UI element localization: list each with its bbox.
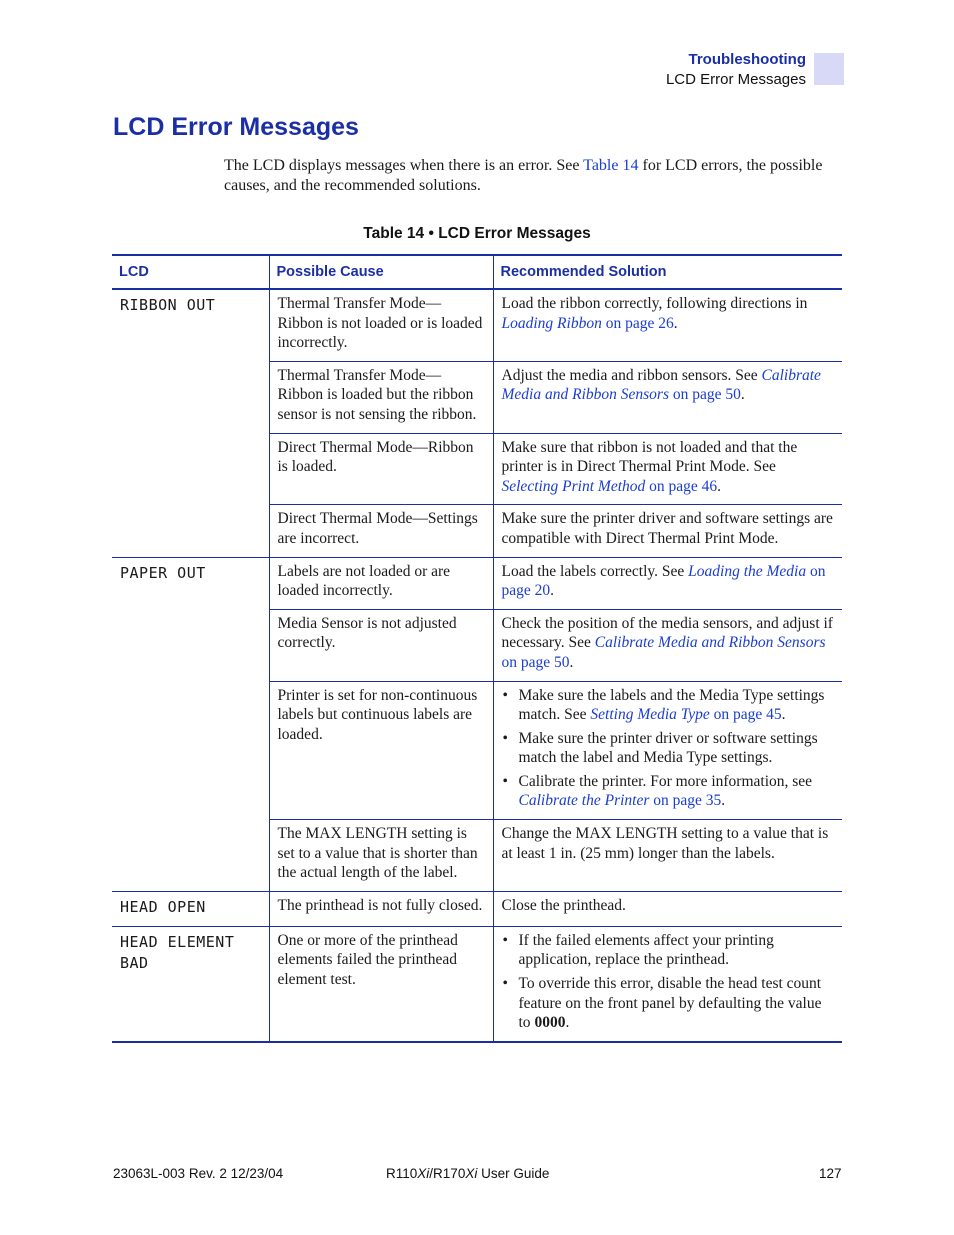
solution-link-title[interactable]: Loading the Media xyxy=(688,562,807,580)
recommended-solution xyxy=(493,820,842,892)
table-row xyxy=(112,557,842,609)
recommended-solution xyxy=(493,361,842,433)
solution-list-item xyxy=(502,686,835,725)
solution-link-title[interactable]: Loading Ribbon xyxy=(501,314,602,332)
column-header-cause: Possible Cause xyxy=(269,255,493,289)
lcd-message: HEAD OPEN xyxy=(112,891,269,926)
solution-link-page[interactable]: on page 50 xyxy=(501,653,570,671)
possible-cause: Media Sensor is not adjusted correctly. xyxy=(269,609,493,681)
lcd-error-table xyxy=(112,254,842,1043)
footer-doc-id: 23063L-003 Rev. 2 12/23/04 xyxy=(113,1166,284,1181)
bullet-icon: • xyxy=(502,931,508,949)
possible-cause: Direct Thermal Mode—Settings are incorrect. xyxy=(269,505,493,557)
solution-punct: . xyxy=(569,653,574,671)
solution-list-item xyxy=(502,772,835,811)
solution-list xyxy=(502,931,835,1033)
possible-cause: Thermal Transfer Mode—Ribbon is loaded but the ribbon sensor is not sensing the ribbon. xyxy=(269,361,493,433)
recommended-solution xyxy=(493,609,842,681)
possible-cause: The printhead is not fully closed. xyxy=(269,891,493,926)
solution-link-page[interactable]: on page 26 xyxy=(601,314,674,332)
possible-cause: Printer is set for non-continuous labels but continuous labels are loaded. xyxy=(269,681,493,820)
solution-link-page[interactable]: on page 45 xyxy=(709,706,782,724)
solution-link-title[interactable]: Calibrate Media and Ribbon Sensors xyxy=(501,366,821,404)
solution-punct: . xyxy=(740,386,745,404)
solution-text: Make sure the labels and the Media Type settings match. See xyxy=(518,686,825,724)
table-14-link[interactable]: Table 14 xyxy=(583,157,639,174)
solution-punct: . xyxy=(565,1014,570,1032)
solution-text: Load the labels correctly. See xyxy=(501,562,689,580)
solution-text: Calibrate the printer. For more information, see xyxy=(518,772,813,790)
bullet-icon: • xyxy=(502,975,508,993)
possible-cause: Thermal Transfer Mode—Ribbon is not loaded or is loaded incorrectly. xyxy=(269,289,493,361)
table-row xyxy=(112,926,842,1041)
table-header-row xyxy=(112,255,842,289)
solution-link[interactable] xyxy=(502,315,674,332)
solution-text: If the failed elements affect your printing application, replace the printhead. xyxy=(518,931,774,969)
recommended-solution xyxy=(493,681,842,820)
solution-punct: . xyxy=(721,792,726,810)
column-header-solution: Recommended Solution xyxy=(493,255,842,289)
solution-link-title[interactable]: Calibrate Media and Ribbon Sensors xyxy=(594,634,826,652)
solution-link[interactable] xyxy=(590,706,781,723)
footer-page-number: 127 xyxy=(819,1166,842,1181)
bullet-icon: • xyxy=(502,772,508,790)
solution-text: Adjust the media and ribbon sensors. See xyxy=(501,366,762,384)
possible-cause: The MAX LENGTH setting is set to a value that is shorter than the actual length of the label. xyxy=(269,820,493,892)
possible-cause: One or more of the printhead elements failed the printhead element test. xyxy=(269,926,493,1041)
solution-link-page[interactable]: on page 35 xyxy=(649,792,722,810)
page-title: LCD Error Messages xyxy=(113,113,359,141)
table-row xyxy=(112,891,842,926)
solution-link-page[interactable]: on page 50 xyxy=(668,386,741,404)
solution-link-page[interactable]: on page 46 xyxy=(645,477,718,495)
solution-punct: . xyxy=(673,314,678,332)
solution-list-item xyxy=(502,974,835,1033)
solution-text: Change the MAX LENGTH setting to a value that is at least 1 in. (25 mm) longer than the labels. xyxy=(501,825,829,862)
recommended-solution xyxy=(493,433,842,505)
solution-value: 0000 xyxy=(534,1014,566,1032)
solution-text: Check the position of the media sensors, and adjust if necessary. See xyxy=(501,614,833,652)
intro-paragraph xyxy=(224,156,844,196)
lcd-message: PAPER OUT xyxy=(112,557,269,891)
lcd-message: HEAD ELEMENT BAD xyxy=(112,926,269,1041)
column-header-lcd: LCD xyxy=(119,264,149,280)
solution-link-title[interactable]: Calibrate the Printer xyxy=(518,792,650,810)
solution-punct: . xyxy=(550,582,555,600)
solution-text: To override this error, disable the head test count feature on the front panel by defaulting the value to xyxy=(518,975,822,1032)
header-tab-marker xyxy=(814,53,844,85)
solution-text: Make sure that ribbon is not loaded and that the printer is in Direct Thermal Print Mode. See xyxy=(501,438,798,476)
solution-punct: . xyxy=(717,477,722,495)
solution-link-title[interactable]: Selecting Print Method xyxy=(501,477,646,495)
recommended-solution xyxy=(493,891,842,926)
footer-guide-title: R110Xi/R170Xi User Guide xyxy=(386,1166,550,1181)
table-caption: Table 14 • LCD Error Messages xyxy=(363,225,591,242)
solution-link-page[interactable]: on page 20 xyxy=(501,562,826,600)
header-subsection: LCD Error Messages xyxy=(665,71,806,88)
header-section: Troubleshooting xyxy=(688,51,806,68)
solution-text: Close the printhead. xyxy=(501,896,626,914)
solution-list-item xyxy=(502,729,835,768)
solution-link[interactable] xyxy=(519,792,722,809)
recommended-solution xyxy=(493,505,842,557)
table-row xyxy=(112,289,842,361)
possible-cause: Direct Thermal Mode—Ribbon is loaded. xyxy=(269,433,493,505)
bullet-icon: • xyxy=(502,729,508,747)
solution-punct: . xyxy=(781,706,786,724)
solution-list xyxy=(502,686,835,812)
solution-link-title[interactable]: Setting Media Type xyxy=(590,706,710,724)
lcd-message: RIBBON OUT xyxy=(112,289,269,557)
intro-text: The LCD displays messages when there is an error. See xyxy=(224,157,584,174)
intro-text-end: for LCD errors, the possible causes, and the recommended solutions. xyxy=(224,157,823,194)
solution-text: Make sure the printer driver and software settings are compatible with Direct Thermal Print Mode. xyxy=(501,510,833,547)
bullet-icon: • xyxy=(502,686,508,704)
solution-link[interactable] xyxy=(502,478,718,495)
solution-text: Make sure the printer driver or software settings match the label and Media Type settings. xyxy=(518,729,818,767)
recommended-solution xyxy=(493,289,842,361)
table-body xyxy=(112,289,842,1042)
solution-list-item xyxy=(502,931,835,970)
possible-cause: Labels are not loaded or are loaded incorrectly. xyxy=(269,557,493,609)
solution-text: Load the ribbon correctly, following directions in xyxy=(501,295,808,312)
recommended-solution xyxy=(493,557,842,609)
recommended-solution xyxy=(493,926,842,1041)
